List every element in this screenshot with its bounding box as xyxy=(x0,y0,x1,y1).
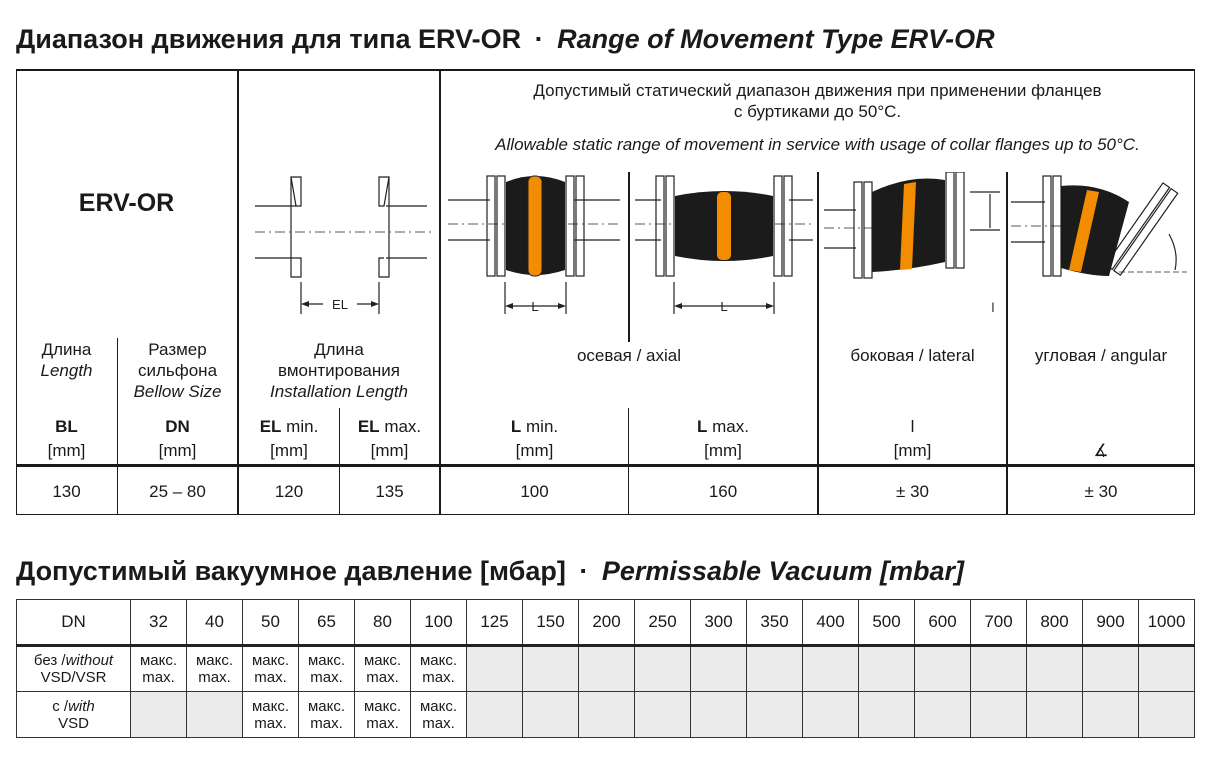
vacuum-max-cell xyxy=(411,692,467,738)
max-en: max. xyxy=(422,669,455,686)
angular-drawing xyxy=(1009,172,1193,322)
col-divider xyxy=(817,172,819,515)
unit-label: [mm] xyxy=(158,441,197,460)
l-min-dimension-label: L xyxy=(531,299,539,314)
angle-symbol: ∡ xyxy=(1093,441,1109,460)
max-ru: макс. xyxy=(307,652,346,669)
vacuum-max-cell xyxy=(299,646,355,692)
vacuum-max-cell xyxy=(299,692,355,738)
vacuum-empty-cell xyxy=(859,646,915,692)
vacuum-empty-cell xyxy=(1027,692,1083,738)
vacuum-empty-cell xyxy=(971,692,1027,738)
vacuum-max-cell xyxy=(131,646,187,692)
vacuum-max-cell xyxy=(243,692,299,738)
el-dimension-label: EL xyxy=(332,297,348,312)
lateral-dimension-label: l xyxy=(991,300,995,315)
max-ru: макс. xyxy=(251,697,290,715)
bl-label: BL xyxy=(55,417,78,436)
installation-length-drawing xyxy=(241,172,437,322)
min-label: min. xyxy=(286,417,319,436)
unit-label: [mm] xyxy=(893,441,932,460)
vacuum-empty-cell xyxy=(1083,646,1139,692)
vacuum-empty-cell xyxy=(1139,692,1195,738)
l-max-dimension-label: L xyxy=(720,299,728,314)
row-label-without xyxy=(17,646,131,692)
dn-size: 300 xyxy=(691,600,747,646)
row-label-sub: VSD/VSR xyxy=(40,669,107,686)
vacuum-empty-cell xyxy=(635,692,691,738)
col-divider xyxy=(1006,172,1008,515)
axial-min-drawing xyxy=(442,172,628,322)
lateral-label: l xyxy=(910,417,915,436)
bellow-size-header xyxy=(118,339,237,402)
vacuum-empty-cell xyxy=(691,646,747,692)
value-el-min: 120 xyxy=(274,482,304,501)
min-label: min. xyxy=(526,417,559,436)
title-separator: · xyxy=(534,24,544,54)
row-label-en: with xyxy=(68,697,95,715)
dn-size: 700 xyxy=(971,600,1027,646)
row-label-ru: с / xyxy=(52,697,69,715)
max-ru: макс. xyxy=(195,652,234,669)
dn-size: 100 xyxy=(411,600,467,646)
dn-size: 250 xyxy=(635,600,691,646)
vacuum-empty-cell xyxy=(579,646,635,692)
dn-size: 125 xyxy=(467,600,523,646)
max-en: max. xyxy=(254,714,287,732)
vacuum-empty-cell xyxy=(1139,646,1195,692)
el-max-symbol xyxy=(340,416,439,461)
vacuum-empty-cell xyxy=(1083,692,1139,738)
max-en: max. xyxy=(254,669,287,686)
dn-size: 40 xyxy=(187,600,243,646)
header-divider xyxy=(16,464,1195,467)
max-en: max. xyxy=(198,669,231,686)
max-en: max. xyxy=(422,714,455,732)
vacuum-empty-cell xyxy=(131,692,187,738)
vacuum-empty-cell xyxy=(803,646,859,692)
unit-label: [mm] xyxy=(270,441,308,460)
vacuum-dn-label: DN xyxy=(17,600,131,646)
section1-title-ru: Диапазон движения для типа ERV-OR xyxy=(16,24,522,54)
table-right-border xyxy=(1194,69,1195,515)
vacuum-empty-cell xyxy=(1027,646,1083,692)
vacuum-max-cell xyxy=(355,646,411,692)
table-bottom-border xyxy=(16,514,1195,515)
dn-size: 1000 xyxy=(1139,600,1195,646)
axial-max-drawing xyxy=(631,172,817,322)
col-divider xyxy=(628,172,630,342)
max-ru: макс. xyxy=(419,652,458,669)
bl-symbol xyxy=(16,416,117,461)
max-ru: макс. xyxy=(307,697,346,715)
vacuum-empty-cell xyxy=(971,646,1027,692)
length-header xyxy=(16,339,117,381)
dn-size: 800 xyxy=(1027,600,1083,646)
unit-label: [mm] xyxy=(704,441,742,460)
value-dn: 25 – 80 xyxy=(149,482,206,501)
dn-label: DN xyxy=(165,417,190,436)
unit-label: [mm] xyxy=(47,441,86,460)
row-label-en: without xyxy=(65,652,114,669)
max-en: max. xyxy=(366,714,399,732)
vacuum-empty-cell xyxy=(579,692,635,738)
vacuum-empty-cell xyxy=(859,692,915,738)
value-bl: 130 xyxy=(52,482,81,501)
unit-label: [mm] xyxy=(370,441,409,460)
dn-size: 150 xyxy=(523,600,579,646)
dn-size: 900 xyxy=(1083,600,1139,646)
max-en: max. xyxy=(310,714,343,732)
dn-symbol xyxy=(118,416,237,461)
value-l-max: 160 xyxy=(708,482,738,501)
el-label: EL xyxy=(259,417,282,436)
l-min-symbol xyxy=(441,416,628,461)
length-header-ru: Длина xyxy=(41,340,92,359)
axial-header: осевая / axial xyxy=(576,346,682,365)
lateral-header: боковая / lateral xyxy=(850,346,975,365)
lateral-drawing xyxy=(820,172,1006,322)
vacuum-max-cell xyxy=(411,646,467,692)
max-ru: макс. xyxy=(139,652,178,669)
vacuum-empty-cell xyxy=(915,646,971,692)
length-header-en: Length xyxy=(40,361,93,380)
installation-length-header xyxy=(239,339,439,402)
unit-label: [mm] xyxy=(515,441,554,460)
value-l-min: 100 xyxy=(520,482,549,501)
max-label: max. xyxy=(384,417,422,436)
max-label: max. xyxy=(712,417,749,436)
dn-size: 65 xyxy=(299,600,355,646)
value-angular: ± 30 xyxy=(1084,482,1118,501)
movement-note-ru xyxy=(441,80,1194,122)
dn-size: 600 xyxy=(915,600,971,646)
vacuum-empty-cell xyxy=(747,692,803,738)
vacuum-dn-row xyxy=(17,600,1195,646)
vacuum-empty-cell xyxy=(523,646,579,692)
dn-size: 350 xyxy=(747,600,803,646)
row-label-ru: без / xyxy=(33,652,66,669)
dn-size: 500 xyxy=(859,600,915,646)
vacuum-row-without-vsd xyxy=(17,646,1195,692)
bellow-header-en: Bellow Size xyxy=(133,382,222,401)
note-ru-line2: с буртиками до 50°С. xyxy=(733,102,902,121)
vacuum-empty-cell xyxy=(635,646,691,692)
bellow-header-ru2: сильфона xyxy=(137,361,218,380)
dn-size: 200 xyxy=(579,600,635,646)
install-header-ru1: Длина xyxy=(314,340,364,359)
section2-title-en: Permissable Vacuum [mbar] xyxy=(601,556,965,586)
vacuum-empty-cell xyxy=(691,692,747,738)
bellow-header-ru1: Размер xyxy=(148,340,207,359)
max-en: max. xyxy=(310,669,343,686)
max-ru: макс. xyxy=(419,697,458,715)
vacuum-table xyxy=(16,599,1195,738)
section2-title xyxy=(16,556,964,587)
product-name: ERV-OR xyxy=(78,189,175,217)
dn-size: 80 xyxy=(355,600,411,646)
vacuum-empty-cell xyxy=(187,692,243,738)
max-ru: макс. xyxy=(363,697,402,715)
el-label: EL xyxy=(357,417,380,436)
vacuum-empty-cell xyxy=(523,692,579,738)
table-top-border xyxy=(16,69,1195,71)
max-en: max. xyxy=(142,669,175,686)
value-el-max: 135 xyxy=(375,482,404,501)
max-ru: макс. xyxy=(251,652,290,669)
angular-header: угловая / angular xyxy=(1034,346,1168,365)
note-ru-line1: Допустимый статический диапазон движения при применении фланцев xyxy=(533,81,1102,100)
vacuum-max-cell xyxy=(187,646,243,692)
section1-title xyxy=(16,24,995,55)
section1-title-en: Range of Movement Type ERV-OR xyxy=(557,24,995,54)
l-label: L xyxy=(697,417,708,436)
vacuum-empty-cell xyxy=(803,692,859,738)
vacuum-empty-cell xyxy=(915,692,971,738)
vacuum-empty-cell xyxy=(467,692,523,738)
el-min-symbol xyxy=(239,416,339,461)
install-header-ru2: вмонтирования xyxy=(278,361,400,380)
row-label-sub: VSD xyxy=(58,714,89,732)
vacuum-max-cell xyxy=(355,692,411,738)
install-header-en: Installation Length xyxy=(270,382,408,401)
vacuum-row-with-vsd xyxy=(17,692,1195,738)
dn-size: 50 xyxy=(243,600,299,646)
dn-size: 32 xyxy=(131,600,187,646)
vacuum-empty-cell xyxy=(747,646,803,692)
movement-note-en: Allowable static range of movement in service with usage of collar flanges up to 50°C. xyxy=(495,135,1140,154)
l-label: L xyxy=(510,417,522,436)
value-lateral: ± 30 xyxy=(896,482,929,501)
max-ru: макс. xyxy=(363,652,402,669)
title-separator: · xyxy=(579,556,589,586)
dn-size: 400 xyxy=(803,600,859,646)
l-max-symbol xyxy=(629,416,817,461)
section2-title-ru: Допустимый вакуумное давление [мбар] xyxy=(16,556,566,586)
vacuum-empty-cell xyxy=(467,646,523,692)
row-label-with xyxy=(17,692,131,738)
max-en: max. xyxy=(366,669,399,686)
lateral-symbol xyxy=(819,416,1006,461)
vacuum-max-cell xyxy=(243,646,299,692)
